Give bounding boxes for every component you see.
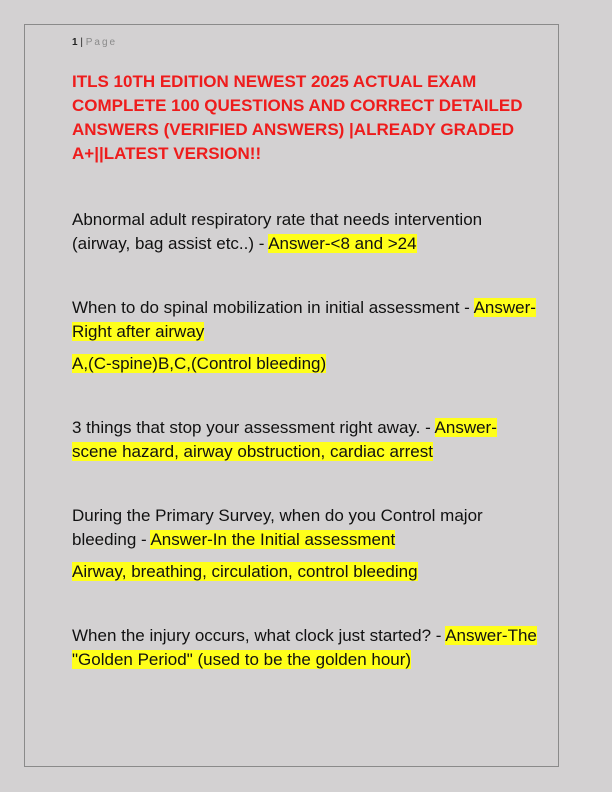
answer-text: Answer-The "Golden Period" (used to be the golden hour) [72, 626, 537, 669]
answer-extra-line [72, 560, 418, 584]
document-page [24, 24, 559, 767]
page-number-value: 1 [72, 37, 78, 48]
page-number-label: Page [85, 37, 118, 48]
question-text: During the Primary Survey, when do you Control major bleeding - [72, 506, 483, 549]
page-number-separator: | [80, 37, 83, 48]
answer-text: Answer-<8 and >24 [268, 234, 417, 253]
question-text: 3 things that stop your assessment right away. - [72, 418, 435, 437]
answer-text: Answer-Right after airway [72, 298, 536, 341]
document-title: ITLS 10TH EDITION NEWEST 2025 ACTUAL EXAM COMPLETE 100 QUESTIONS AND CORRECT DETAILED ANSWERS (VERIFIED ANSWERS) |ALREADY GRADED A+||LATEST VERSION!! [72, 72, 523, 163]
answer-text: Answer-scene hazard, airway obstruction, cardiac arrest [72, 418, 497, 461]
answer-extra-text: A,(C-spine)B,C,(Control bleeding) [72, 354, 327, 373]
qa-item [72, 504, 542, 552]
qa-item [72, 208, 542, 256]
qa-item [72, 624, 542, 672]
answer-text: Answer-In the Initial assessment [150, 530, 396, 549]
question-text: Abnormal adult respiratory rate that needs intervention (airway, bag assist etc..) - [72, 210, 483, 253]
question-text: When the injury occurs, what clock just started? - [72, 626, 446, 645]
qa-item [72, 416, 542, 464]
qa-item [72, 296, 542, 344]
page-number [72, 37, 117, 48]
question-text: When to do spinal mobilization in initial assessment - [72, 298, 474, 317]
answer-extra-text: Airway, breathing, circulation, control bleeding [72, 562, 418, 581]
answer-extra-line [72, 352, 326, 376]
